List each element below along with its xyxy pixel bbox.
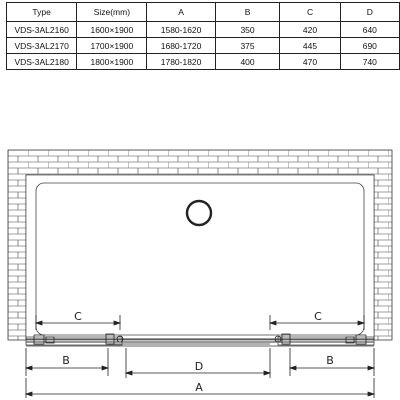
dimension-d-label: D: [194, 360, 204, 373]
dimension-b-right-label: B: [326, 354, 334, 367]
cell-size: 1600×1900: [77, 22, 147, 38]
dimension-c-right-label: C: [314, 310, 322, 323]
cell-a: 1580-1620: [147, 22, 215, 38]
header-d: D: [340, 3, 399, 22]
cell-a: 1780-1820: [147, 54, 215, 70]
cell-d: 740: [340, 54, 399, 70]
cell-c: 420: [280, 22, 340, 38]
dimension-b-left-label: B: [62, 354, 70, 367]
cell-b: 350: [215, 22, 280, 38]
cell-c: 445: [280, 38, 340, 54]
dimension-a-label: A: [195, 381, 203, 394]
cell-b: 375: [215, 38, 280, 54]
cell-type: VDS-3AL2160: [7, 22, 77, 38]
cell-type: VDS-3AL2180: [7, 54, 77, 70]
cell-size: 1700×1900: [77, 38, 147, 54]
header-b: B: [215, 3, 280, 22]
header-size: Size(mm): [77, 3, 147, 22]
header-c: C: [280, 3, 340, 22]
cell-a: 1680-1720: [147, 38, 215, 54]
brick-wall: [8, 150, 392, 340]
cell-d: 640: [340, 22, 399, 38]
cell-c: 470: [280, 54, 340, 70]
header-type: Type: [7, 3, 77, 22]
cell-d: 690: [340, 38, 399, 54]
header-a: A: [147, 3, 215, 22]
dimension-c-left-label: C: [74, 310, 82, 323]
cell-type: VDS-3AL2170: [7, 38, 77, 54]
cell-b: 400: [215, 54, 280, 70]
cell-size: 1800×1900: [77, 54, 147, 70]
